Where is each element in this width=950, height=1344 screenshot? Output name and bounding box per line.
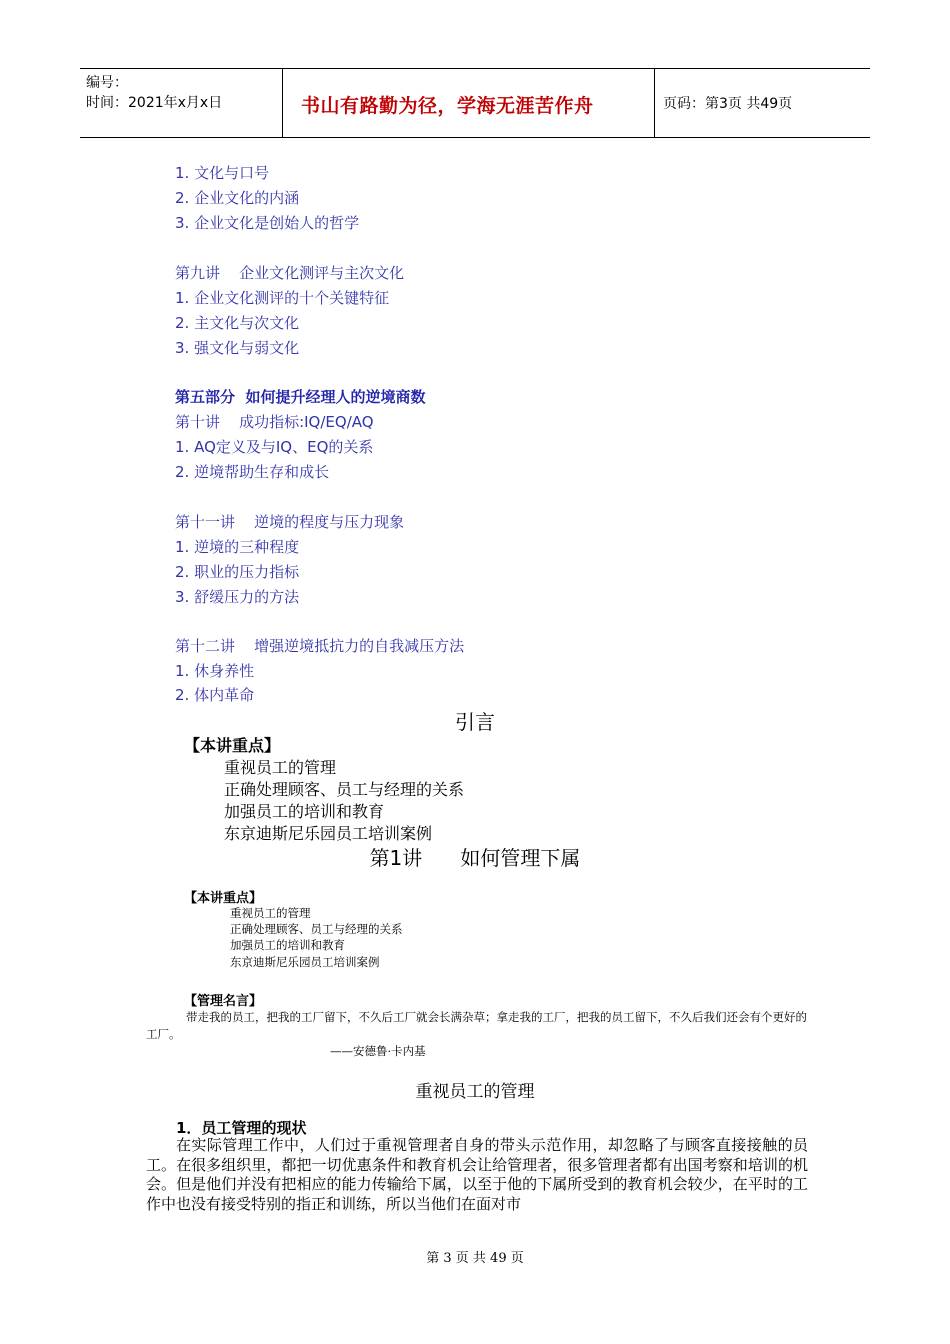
outline-lecture-heading: 第十一讲 逆境的程度与压力现象 (175, 513, 405, 531)
intro-title: 引言 (455, 710, 495, 734)
outline-item: 1. 企业文化测评的十个关键特征 (175, 289, 390, 307)
lecture-title: 第1讲 如何管理下属 (369, 846, 581, 870)
outline-item: 2. 主文化与次文化 (175, 314, 300, 332)
intro-key-point: 东京迪斯尼乐园员工培训案例 (224, 824, 433, 843)
intro-key-point: 正确处理顾客、员工与经理的关系 (224, 780, 465, 799)
header-motto-cell (283, 69, 655, 137)
outline-item: 1. 文化与口号 (175, 164, 270, 182)
lecture-key-point: 重视员工的管理 (230, 906, 311, 920)
lecture-key-point: 正确处理顾客、员工与经理的关系 (230, 922, 403, 936)
outline-item: 1. 逆境的三种程度 (175, 538, 300, 556)
header-meta-cell (80, 69, 283, 137)
outline-item: 2. 逆境帮助生存和成长 (175, 463, 330, 481)
outline-part-heading: 第五部分 如何提升经理人的逆境商数 (175, 388, 426, 406)
page-footer: 第 3 页 共 49 页 (426, 1251, 524, 1266)
outline-item: 1. AQ定义及与IQ、EQ的关系 (175, 438, 374, 456)
quote-author: ——安德鲁·卡内基 (330, 1044, 426, 1058)
intro-key-point: 重视员工的管理 (224, 758, 337, 777)
outline-lecture-heading: 第十二讲 增强逆境抵抗力的自我减压方法 (175, 637, 465, 655)
outline-item: 2. 企业文化的内涵 (175, 189, 300, 207)
document-number-label: 编号： (86, 75, 128, 91)
outline-item: 2. 职业的压力指标 (175, 563, 300, 581)
management-quote: 带走我的员工，把我的工厂留下，不久后工厂就会长满杂草；拿走我的工厂，把我的员工留下，不久后我们还会有个更好的工厂。 (146, 1010, 807, 1041)
outline-lecture-heading: 第十讲 成功指标:IQ/EQ/AQ (175, 413, 374, 431)
management-quote-label: 【管理名言】 (184, 994, 263, 1009)
document-time-label: 时间：2021年x月x日 (86, 95, 223, 111)
lecture-key-point: 加强员工的培训和教育 (230, 938, 345, 952)
page-header (80, 68, 870, 138)
section-subheading: 1．员工管理的现状 (176, 1119, 307, 1137)
intro-key-point: 加强员工的培训和教育 (224, 802, 385, 821)
outline-lecture-heading: 第九讲 企业文化测评与主次文化 (175, 264, 405, 282)
intro-key-points-label: 【本讲重点】 (184, 736, 281, 755)
outline-item: 1. 休身养性 (175, 662, 255, 680)
lecture-key-points-label: 【本讲重点】 (184, 891, 263, 906)
motto-text: 书山有路勤为径，学海无涯苦作舟 (301, 95, 594, 117)
page-code-label: 页码：第3页 共49页 (663, 96, 793, 112)
lecture-key-point: 东京迪斯尼乐园员工培训案例 (230, 955, 380, 969)
outline-item: 3. 强文化与弱文化 (175, 339, 300, 357)
outline-item: 3. 舒缓压力的方法 (175, 588, 300, 606)
header-page-cell (655, 69, 870, 137)
section-paragraph: 在实际管理工作中，人们过于重视管理者自身的带头示范作用，却忽略了与顾客直接接触的员工。在很多组织里，都把一切优惠条件和教育机会让给管理者，很多管理者都有出国考察和培训的机会。但是他们并没有把相应的能力传输给下属，以至于他的下属所受到的教育机会较少，在平时的工作中也没有接受特别的指正和训练，所以当他们在面对市 (146, 1136, 808, 1213)
outline-item: 2. 体内革命 (175, 686, 255, 704)
section-title: 重视员工的管理 (415, 1082, 535, 1102)
outline-item: 3. 企业文化是创始人的哲学 (175, 214, 360, 232)
